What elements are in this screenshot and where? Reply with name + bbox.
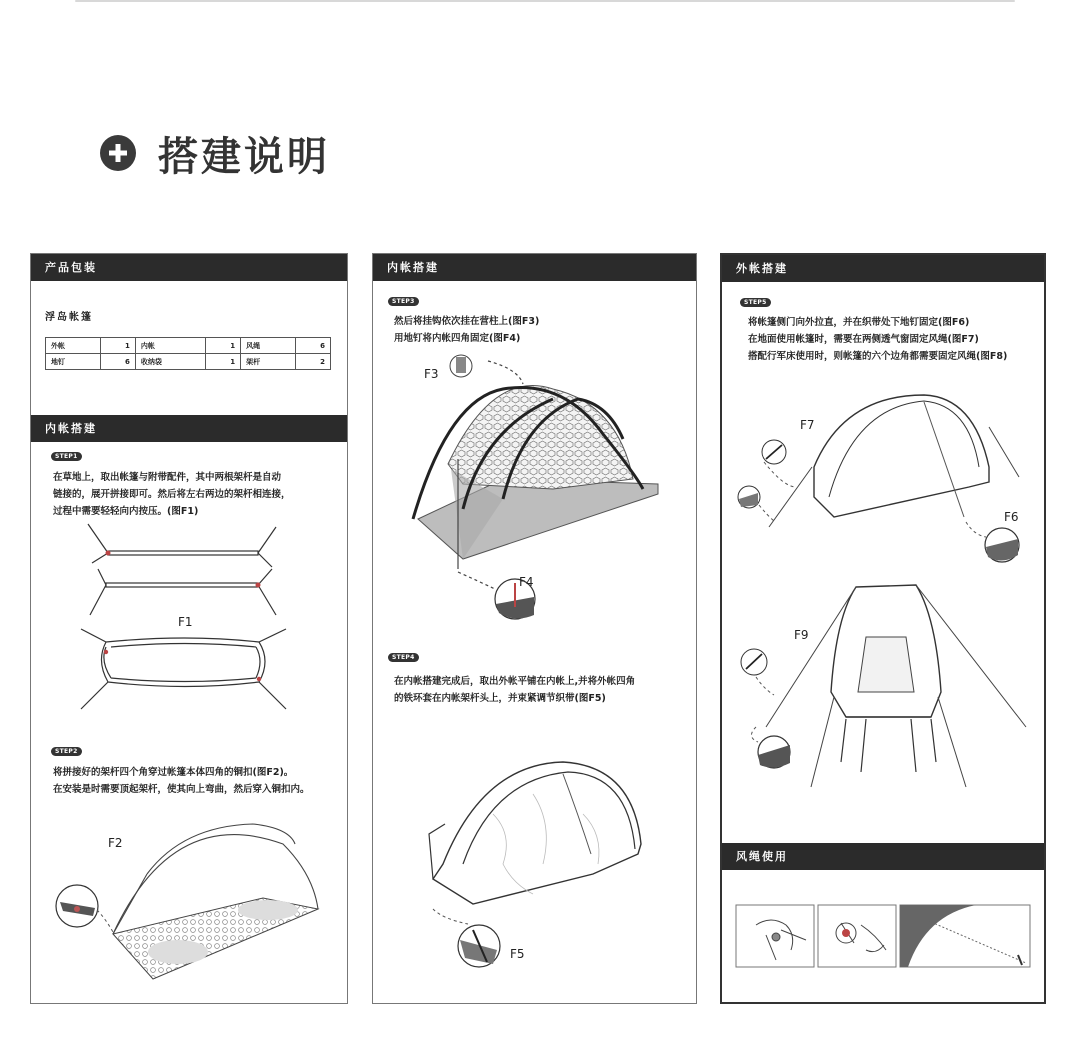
step4-line-1: 在内帐搭建完成后，取出外帐平铺在内帐上,并将外帐四角 — [394, 676, 636, 687]
figure-f5-outer-tent — [413, 754, 663, 974]
step5-line-3: 搭配行军床使用时，则帐篷的六个边角都需要固定风绳(图F8) — [748, 351, 1008, 362]
figure-label-f3: F3 — [424, 367, 439, 381]
step3-line-1: 然后将挂钩依次挂在营柱上(图F3) — [394, 316, 540, 327]
step1-badge: STEP1 — [51, 452, 82, 461]
figure-label-f5: F5 — [510, 947, 525, 961]
panel-product-and-inner-tent — [30, 253, 348, 1004]
plus-circle-icon — [100, 135, 136, 171]
section-bar-inner-tent: 内帐搭建 — [373, 254, 696, 281]
part-name: 内帐 — [135, 338, 205, 354]
figure-label-f6: F6 — [1004, 510, 1019, 524]
step1-line-1: 在草地上，取出帐篷与附带配件，其中两根架杆是自动 — [53, 472, 282, 483]
section-bar-inner-tent: 内帐搭建 — [31, 415, 347, 442]
step2-badge: STEP2 — [51, 747, 82, 756]
part-qty: 1 — [206, 338, 241, 354]
section-bar-guy-rope-use: 风绳使用 — [722, 843, 1044, 870]
table-row — [46, 354, 331, 370]
section-bar-outer-tent: 外帐搭建 — [722, 255, 1044, 282]
figure-f8-f9-cot-guy-ropes — [736, 577, 1036, 797]
step1-line-2: 链接的，展开拼接即可。然后将左右两边的架杆相连接， — [53, 489, 291, 500]
parts-table — [45, 337, 331, 370]
part-qty: 6 — [296, 338, 331, 354]
figure-label-f9: F9 — [794, 628, 809, 642]
step5-line-1: 将帐篷侧门向外拉直，并在织带处下地钉固定(图F6) — [748, 317, 970, 328]
figure-guy-rope-usage — [736, 905, 1032, 969]
part-name: 收纳袋 — [135, 354, 205, 370]
part-name: 外帐 — [46, 338, 101, 354]
page-title: 搭建说明 — [158, 133, 330, 180]
step2-line-2: 在安装是时需要顶起架杆，使其向上弯曲，然后穿入铜扣内。 — [53, 784, 310, 795]
step4-badge: STEP4 — [388, 653, 419, 662]
figure-f2-pole-into-grommet — [53, 814, 338, 984]
part-name: 地钉 — [46, 354, 101, 370]
panel-outer-tent-steps — [720, 253, 1046, 1004]
step5-badge: STEP5 — [740, 298, 771, 307]
top-divider — [75, 0, 1015, 2]
section-bar-product-package: 产品包装 — [31, 254, 347, 281]
product-name: 浮岛帐篷 — [45, 312, 93, 323]
part-qty: 2 — [296, 354, 331, 370]
figure-f3-inner-tent — [403, 359, 673, 629]
part-name: 风绳 — [241, 338, 296, 354]
table-row — [46, 338, 331, 354]
step3-line-2: 用地钉将内帐四角固定(图F4) — [394, 333, 521, 344]
figure-label-f7: F7 — [800, 418, 815, 432]
step5-line-2: 在地面使用帐篷时，需要在两侧透气窗固定风绳(图F7) — [748, 334, 979, 345]
page-heading — [100, 126, 330, 180]
panel-inner-tent-steps — [372, 253, 697, 1004]
part-qty: 1 — [100, 338, 135, 354]
step1-line-3: 过程中需要轻轻向内按压。(图F1) — [53, 506, 199, 517]
step4-line-2: 的铁环套在内帐架杆头上，并束紧调节织带(图F5) — [394, 693, 606, 704]
step3-badge: STEP3 — [388, 297, 419, 306]
figure-label-f1: F1 — [178, 615, 193, 629]
part-qty: 1 — [206, 354, 241, 370]
figure-f6-f7-outer-tent-staked — [734, 387, 1034, 567]
part-qty: 6 — [100, 354, 135, 370]
figure-label-f4: F4 — [519, 575, 534, 589]
step2-line-1: 将拼接好的架杆四个角穿过帐篷本体四角的铜扣(图F2)。 — [53, 767, 294, 778]
part-name: 架杆 — [241, 354, 296, 370]
figure-label-f2: F2 — [108, 836, 123, 850]
